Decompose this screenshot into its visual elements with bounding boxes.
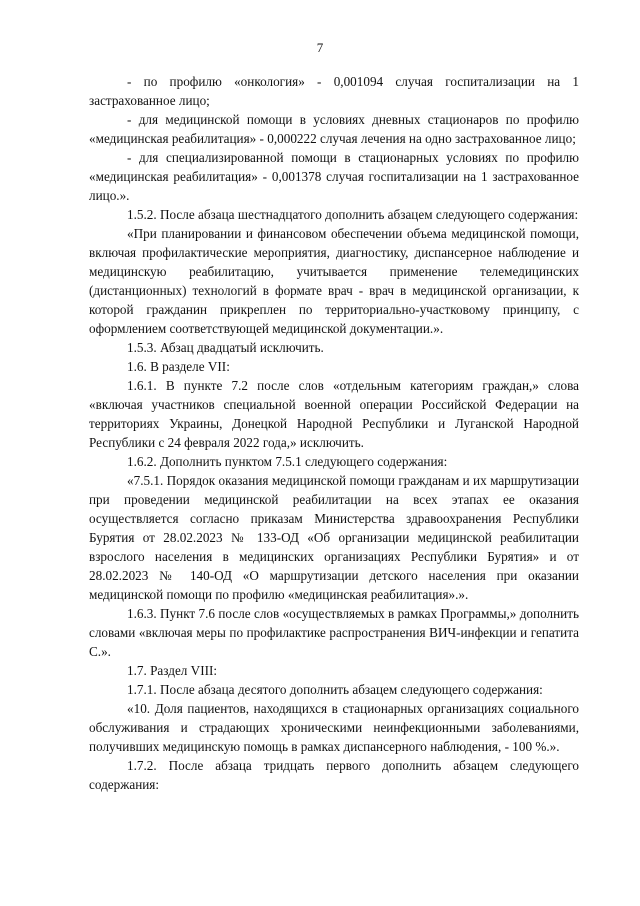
paragraph-7-5-1-quote: «7.5.1. Порядок оказания медицинской помощи гражданам и их маршрутизации при проведении медицинской реабилитации на всех этапах ее оказания осуществляется согласно приказам Министерства здравоохранения Республики Бурятия от 28.02.2023 № 133-ОД «Об организации медицинской реабилитации взрослого населения в медицинских организациях Республики Бурятия» и от 28.02.2023 № 140-ОД «О маршрутизации детского населения при оказании медицинской помощи по профилю «медицинская реабилитация».». (89, 473, 579, 602)
page-number: 7 (316, 40, 324, 55)
paragraph-oncology-norm: - по профилю «онкология» - 0,001094 случая госпитализации на 1 застрахованное лицо; (89, 74, 579, 108)
paragraph-1-5-2: 1.5.2. После абзаца шестнадцатого дополнить абзацем следующего содержания: (127, 207, 579, 222)
paragraph-1-5-3: 1.5.3. Абзац двадцатый исключить. (127, 340, 324, 355)
paragraph-1-6-2: 1.6.2. Дополнить пунктом 7.5.1 следующего содержания: (127, 454, 448, 469)
paragraph-1-6: 1.6. В разделе VII: (127, 359, 230, 374)
paragraph-telemedicine-quote: «При планировании и финансовом обеспечении объема медицинской помощи, включая профилактические мероприятия, диагностику, диспансерное наблюдение и медицинскую реабилитацию, учитывается применение телемедицинских (дистанционных) технологий в формате врач - врач в медицинской организации, к которой гражданин прикреплен по территориально-участковому принципу, с оформлением соответствующей медицинской документации.». (89, 226, 579, 336)
document-body (89, 72, 579, 794)
paragraph-inpatient-norm: - для специализированной помощи в стационарных условиях по профилю «медицинская реабилитация» - 0,001378 случая госпитализации на 1 застрахованное лицо.». (89, 150, 579, 203)
paragraph-1-7: 1.7. Раздел VIII: (127, 663, 218, 678)
paragraph-1-7-1: 1.7.1. После абзаца десятого дополнить абзацем следующего содержания: (127, 682, 543, 697)
paragraph-day-hospital-norm: - для медицинской помощи в условиях дневных стационаров по профилю «медицинская реабилитация» - 0,000222 случая лечения на одно застрахованное лицо; (89, 112, 579, 146)
paragraph-indicator-10-quote: «10. Доля пациентов, находящихся в стационарных организациях социального обслуживания и страдающих хроническими неинфекционными заболеваниями, получивших медицинскую помощь в рамках диспансерного наблюдения, - 100 %.». (89, 701, 579, 754)
paragraph-1-6-3: 1.6.3. Пункт 7.6 после слов «осуществляемых в рамках Программы,» дополнить словами «включая меры по профилактике распространения ВИЧ-инфекции и гепатита С.». (89, 606, 579, 659)
paragraph-1-6-1: 1.6.1. В пункте 7.2 после слов «отдельным категориям граждан,» слова «включая участников специальной военной операции Российской Федерации на территориях Украины, Донецкой Народной Республики и Луганской Народной Республики с 24 февраля 2022 года,» исключить. (89, 378, 579, 450)
paragraph-1-7-2: 1.7.2. После абзаца тридцать первого дополнить абзацем следующего содержания: (89, 758, 579, 792)
